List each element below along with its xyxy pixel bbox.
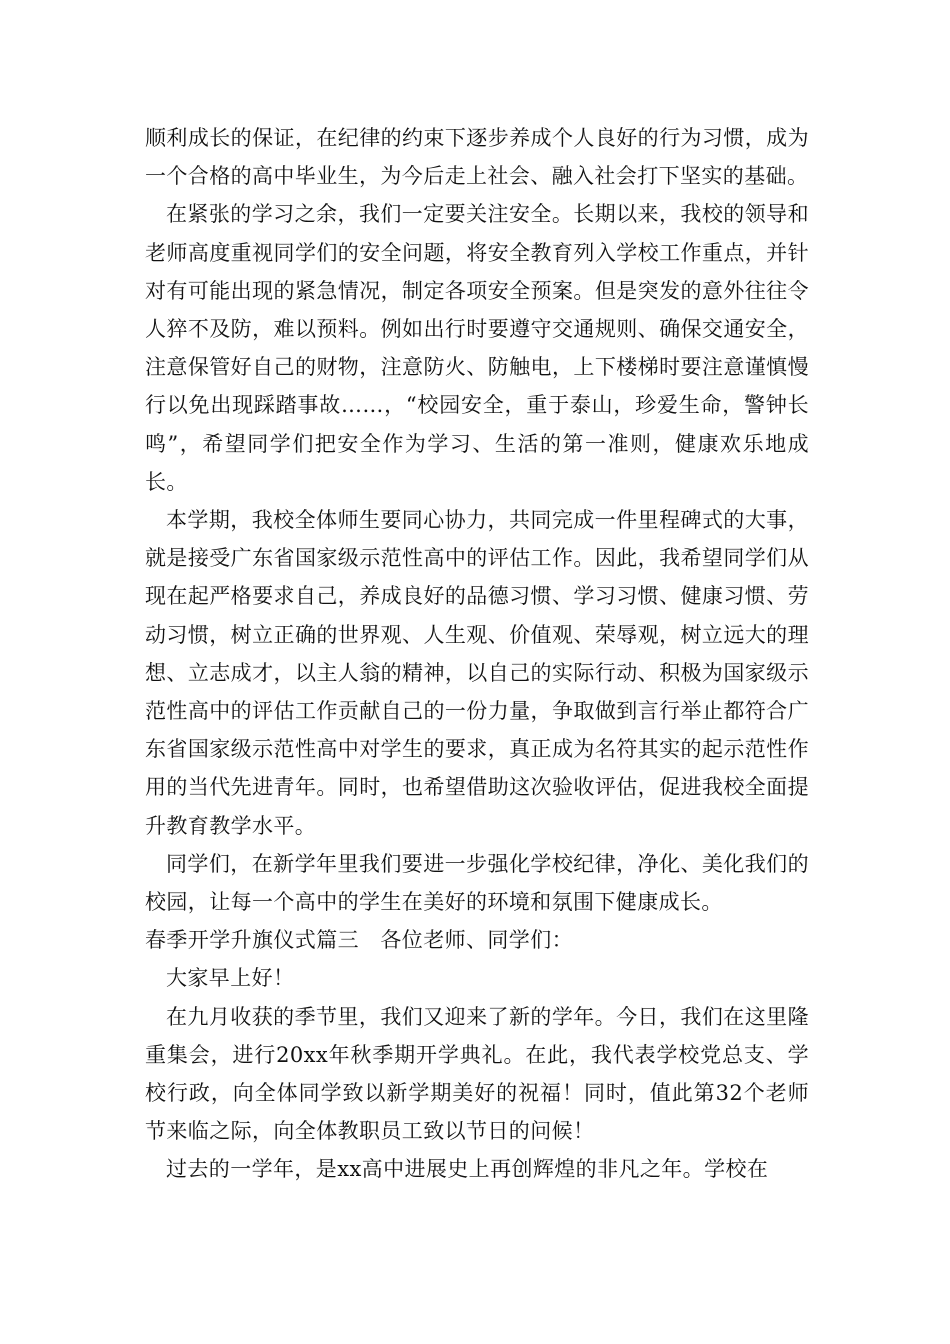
paragraph-discipline: 同学们，在新学年里我们要进一步强化学校纪律，净化、美化我们的校园，让每一个高中的学生在美好的环境和氛围下健康成长。 <box>145 851 809 915</box>
paragraph-safety: 在紧张的学习之余，我们一定要关注安全。长期以来，我校的领导和老师高度重视同学们的安全问题，将安全教育列入学校工作重点，并针对有可能出现的紧急情况，制定各项安全预案。但是突发的意外往往令人猝不及防，难以预料。例如出行时要遵守交通规则、确保交通安全，注意保管好自己的财物，注意防火、防触电，上下楼梯时要注意谨慎慢行以免出现踩踏事故……，“校园安全，重于泰山，珍爱生命，警钟长鸣”，希望同学们把安全作为学习、生活的第一准则，健康欢乐地成长。 <box>145 202 809 494</box>
paragraph-continuation: 顺利成长的保证，在纪律的约束下逐步养成个人良好的行为习惯，成为一个合格的高中毕业生，为今后走上社会、融入社会打下坚实的基础。 <box>145 126 809 189</box>
section-heading: 春季开学升旗仪式篇三 各位老师、同学们： <box>145 928 573 953</box>
paragraph-past-year: 过去的一学年，是xx高中进展史上再创辉煌的非凡之年。学校在 <box>166 1157 769 1182</box>
paragraph-greeting: 大家早上好！ <box>166 966 295 991</box>
document-body <box>145 119 809 1189</box>
paragraph-opening-ceremony: 在九月收获的季节里，我们又迎来了新的学年。今日，我们在这里隆重集会，进行20xx年秋季期开学典礼。在此，我代表学校党总支、学校行政，向全体同学致以新学期美好的祝福！同时，值此第32个老师节来临之际，向全体教职员工致以节日的问候！ <box>145 1004 809 1144</box>
paragraph-evaluation: 本学期，我校全体师生要同心协力，共同完成一件里程碑式的大事，就是接受广东省国家级示范性高中的评估工作。因此，我希望同学们从现在起严格要求自己，养成良好的品德习惯、学习习惯、健康习惯、劳动习惯，树立正确的世界观、人生观、价值观、荣辱观，树立远大的理想、立志成才，以主人翁的精神，以自己的实际行动、积极为国家级示范性高中的评估工作贡献自己的一份力量，争取做到言行举止都符合广东省国家级示范性高中对学生的要求，真正成为名符其实的起示范性作用的当代先进青年。同时，也希望借助这次验收评估，促进我校全面提升教育教学水平。 <box>145 508 809 838</box>
